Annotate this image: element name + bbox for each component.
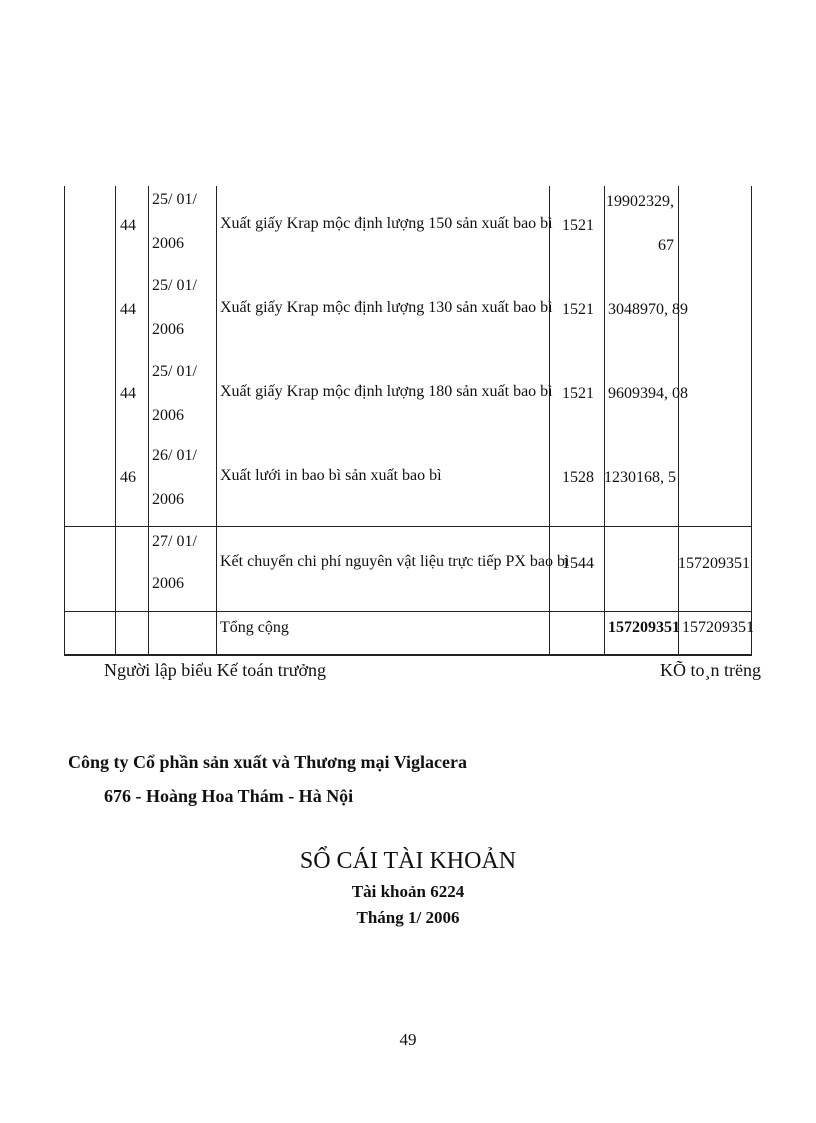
document-account: Tài khoản 6224 bbox=[351, 882, 465, 901]
grid-line bbox=[64, 654, 752, 656]
document-period: Tháng 1/ 2006 bbox=[356, 908, 460, 927]
grid-line bbox=[604, 186, 605, 656]
row-account: 1521 bbox=[562, 217, 594, 234]
row-description: Xuất giấy Krap mộc định lượng 180 sản xuất bao bì bbox=[220, 383, 553, 400]
row-voucher-no: 46 bbox=[120, 469, 136, 486]
document-title: SỔ CÁI TÀI KHOẢN bbox=[299, 848, 517, 874]
grid-line bbox=[751, 186, 752, 656]
grid-line bbox=[64, 186, 65, 656]
row-credit: 157209351 bbox=[678, 555, 750, 572]
row-account: 1544 bbox=[562, 555, 594, 572]
grid-line bbox=[216, 186, 217, 656]
row-debit: 9609394, 08 bbox=[608, 385, 688, 402]
row-date-line1: 27/ 01/ bbox=[152, 533, 197, 550]
grid-line bbox=[678, 186, 679, 656]
company-address: 676 - Hoàng Hoa Thám - Hà Nội bbox=[104, 786, 354, 806]
row-account: 1521 bbox=[562, 385, 594, 402]
row-date-line1: 25/ 01/ bbox=[152, 191, 197, 208]
grid-line bbox=[64, 611, 752, 612]
row-debit: 1230168, 5 bbox=[604, 469, 676, 486]
row-date-line2: 2006 bbox=[152, 235, 184, 252]
row-date-line2: 2006 bbox=[152, 491, 184, 508]
grid-line bbox=[549, 186, 550, 656]
row-voucher-no: 44 bbox=[120, 385, 136, 402]
row-date-line2: 2006 bbox=[152, 407, 184, 424]
signature-preparer: Người lập biểu Kế toán trưởng bbox=[104, 660, 327, 680]
grid-line bbox=[64, 526, 752, 527]
row-date-line1: 25/ 01/ bbox=[152, 277, 197, 294]
page-number: 49 bbox=[399, 1030, 417, 1049]
grid-line bbox=[115, 186, 116, 656]
row-description: Xuất giấy Krap mộc định lượng 150 sản xuất bao bì bbox=[220, 215, 553, 232]
row-description: Xuất giấy Krap mộc định lượng 130 sản xuất bao bì bbox=[220, 299, 553, 316]
total-label: Tổng cộng bbox=[220, 619, 289, 636]
row-debit-line2: 67 bbox=[658, 237, 674, 254]
grid-line bbox=[148, 186, 149, 656]
row-account: 1521 bbox=[562, 301, 594, 318]
row-date-line1: 26/ 01/ bbox=[152, 447, 197, 464]
row-voucher-no: 44 bbox=[120, 301, 136, 318]
row-date-line1: 25/ 01/ bbox=[152, 363, 197, 380]
total-credit: 157209351 bbox=[682, 619, 754, 636]
row-debit-line1: 19902329, bbox=[606, 193, 674, 210]
row-debit: 3048970, 89 bbox=[608, 301, 688, 318]
row-date-line2: 2006 bbox=[152, 321, 184, 338]
total-debit: 157209351 bbox=[608, 619, 680, 636]
company-name: Công ty Cổ phần sản xuất và Thương mại Viglacera bbox=[68, 752, 467, 772]
row-date-line2: 2006 bbox=[152, 575, 184, 592]
row-account: 1528 bbox=[562, 469, 594, 486]
row-voucher-no: 44 bbox=[120, 217, 136, 234]
row-description: Xuất lưới in bao bì sản xuất bao bì bbox=[220, 467, 442, 484]
signature-director: KÕ to¸n trëng bbox=[660, 660, 761, 680]
row-description: Kết chuyển chi phí nguyên vật liệu trực tiếp PX bao bì bbox=[220, 553, 570, 570]
